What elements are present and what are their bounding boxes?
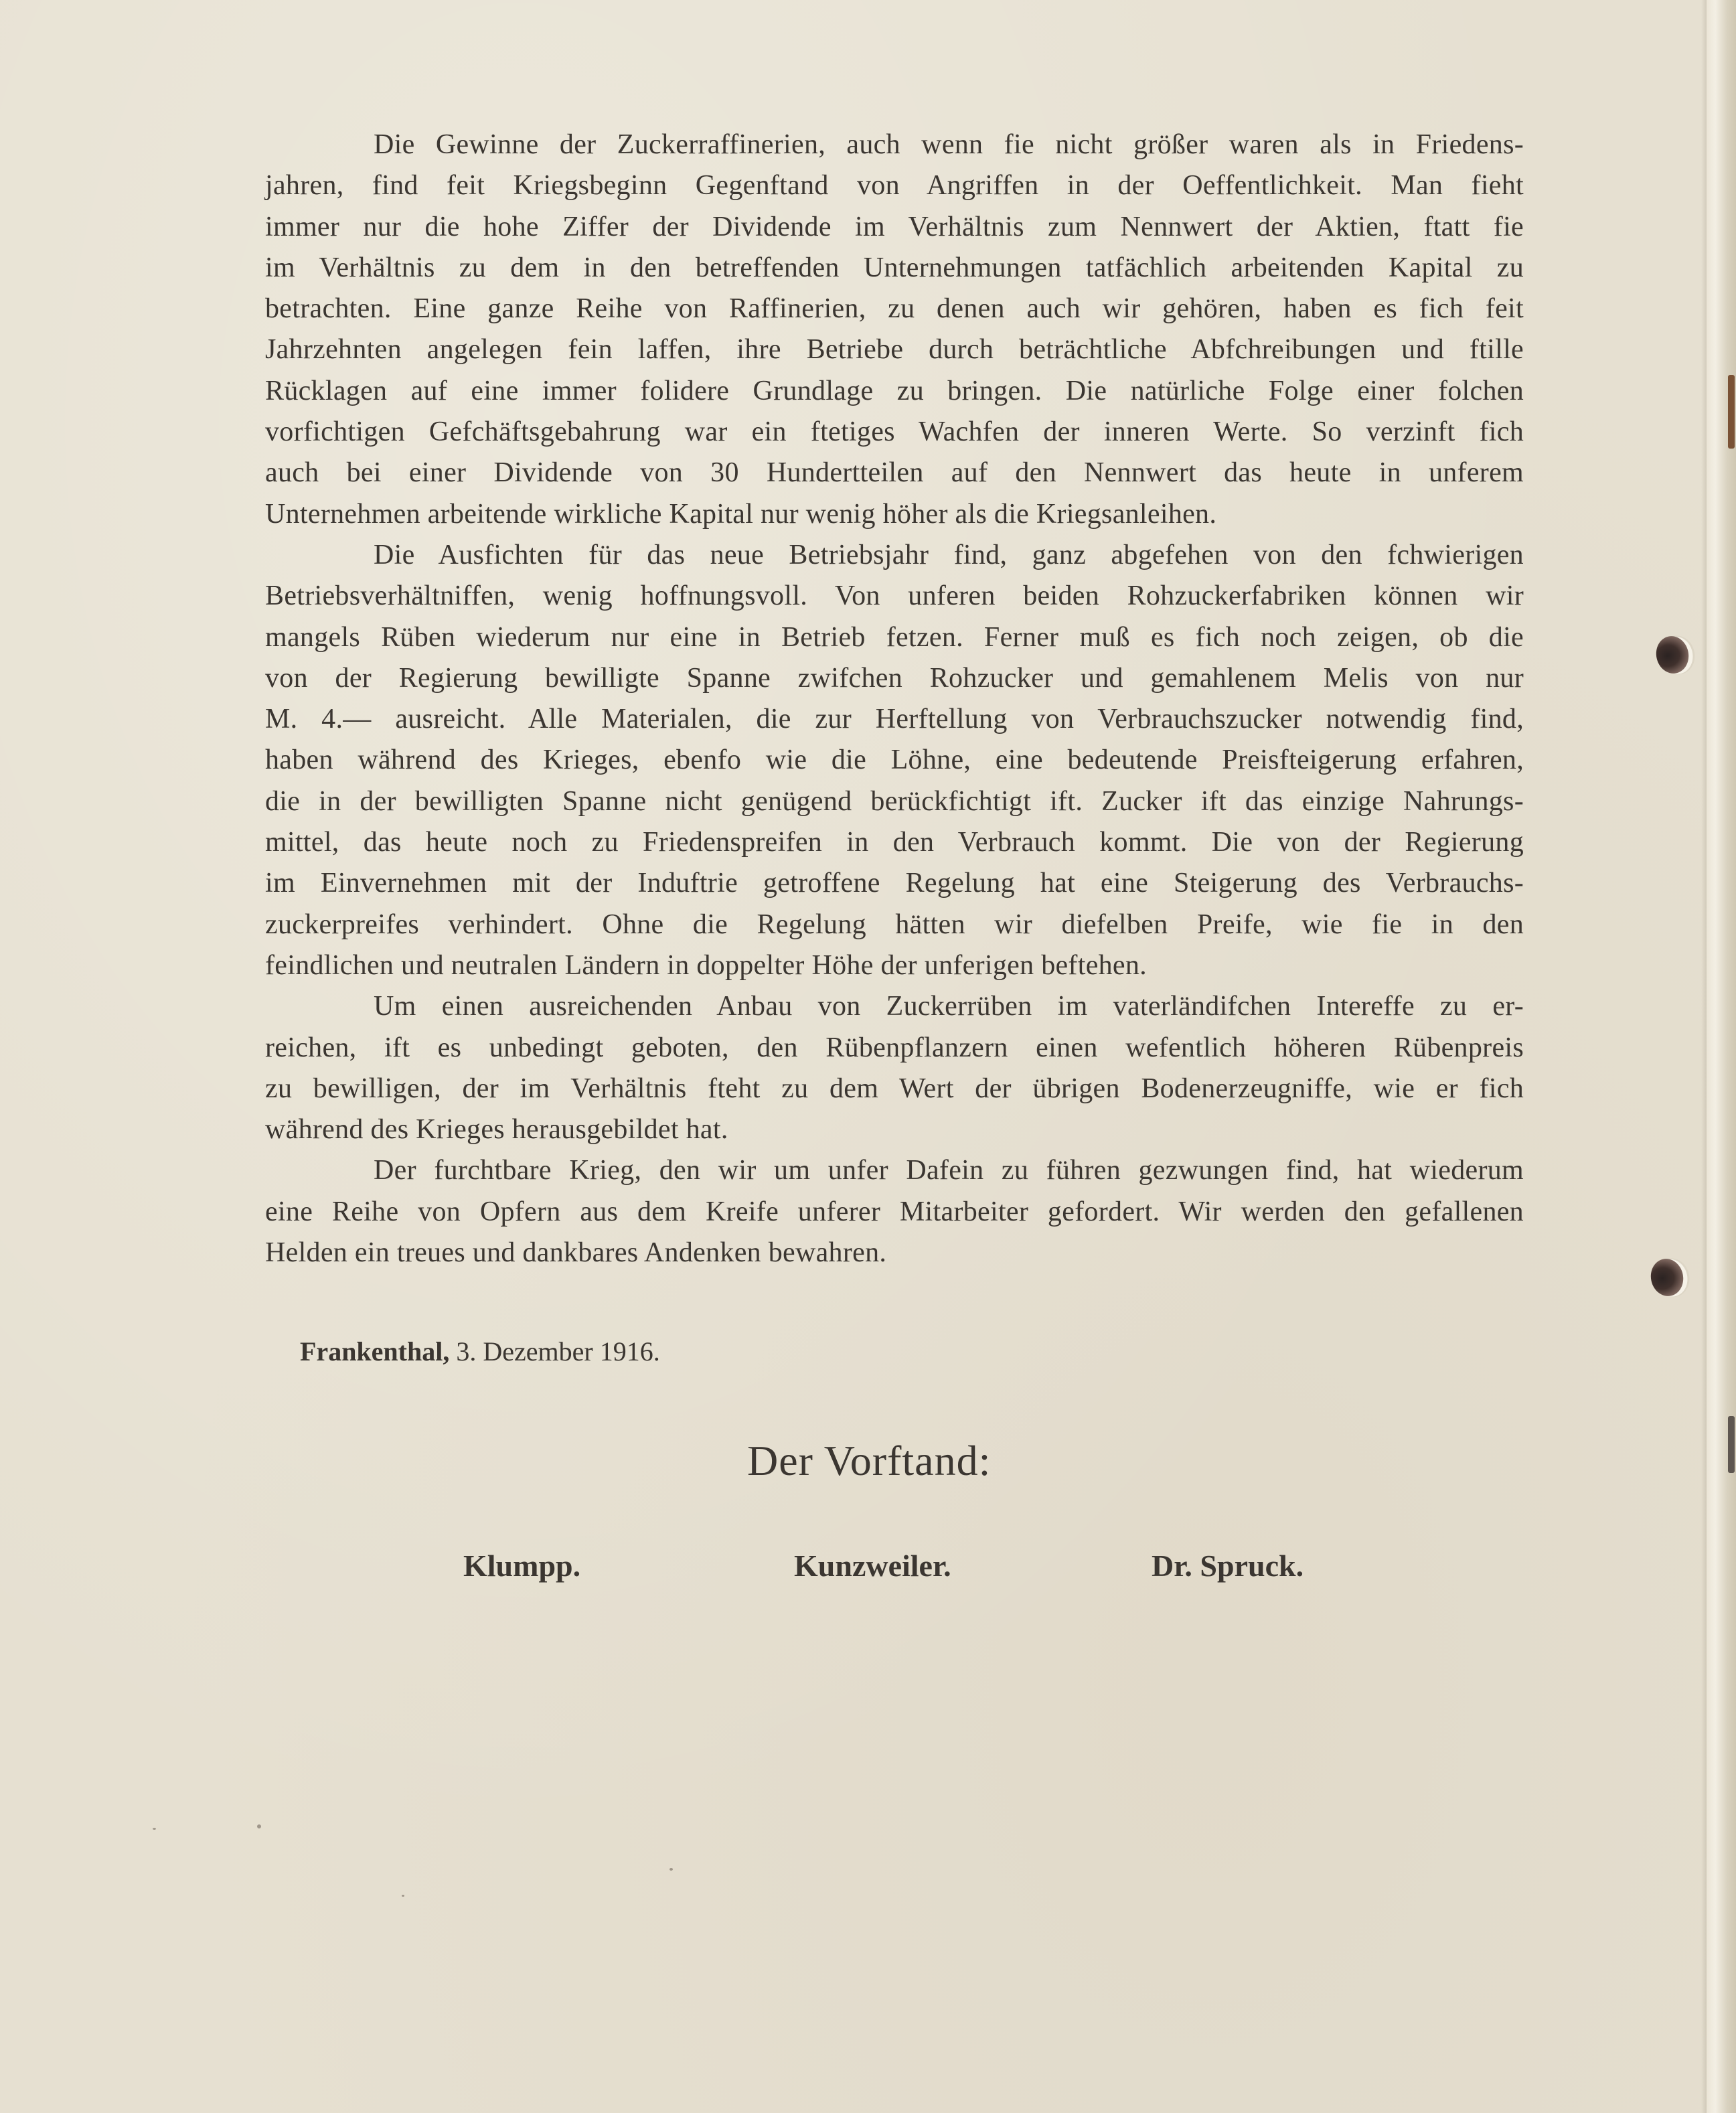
text-line: zu bewilligen, der im Verhältnis fteht zu dem Wert der übrigen Bodenerzeugniffe, wie er fich	[265, 1073, 1524, 1104]
text-line: eine Reihe von Opfern aus dem Kreife unferer Mitarbeiter gefordert. Wir werden den gefallenen	[265, 1196, 1524, 1227]
text-line: mangels Rüben wiederum nur eine in Betrieb fetzen. Ferner muß es fich noch zeigen, ob die	[265, 621, 1524, 653]
paragraph-refinery-profits	[265, 125, 1524, 535]
text-line: betrachten. Eine ganze Reihe von Raffinerien, zu denen auch wir gehören, haben es fich feit	[265, 293, 1524, 325]
signatures	[0, 1548, 1736, 1601]
edge-stain	[1728, 1416, 1735, 1473]
text-line: M. 4.— ausreicht. Alle Materialen, die zur Herftellung von Verbrauchszucker notwendig find,	[265, 704, 1524, 735]
text-line: Um einen ausreichenden Anbau von Zuckerrüben im vaterländifchen Intereffe zu er-	[374, 991, 1524, 1022]
paragraph-beet-cultivation	[265, 986, 1524, 1150]
punch-hole	[1653, 633, 1692, 677]
text-line: jahren, find feit Kriegsbeginn Gegenftand von Angriffen in der Oeffentlichkeit. Man fieht	[265, 170, 1524, 202]
edge-stain	[1728, 375, 1735, 449]
text-line: Die Ausfichten für das neue Betriebsjahr find, ganz abgefehen von den fchwierigen	[374, 539, 1524, 570]
letter-body	[265, 125, 1524, 1273]
date: 3. Dezember 1916.	[456, 1336, 660, 1366]
text-line: vorfichtigen Gefchäftsgebahrung war ein ftetiges Wachfen der inneren Werte. So verzinft fich	[265, 416, 1524, 448]
text-line: im Verhältnis zu dem in den betreffenden Unternehmungen tatfächlich arbeitenden Kapital zu	[265, 252, 1524, 283]
text-line: Rücklagen auf eine immer folidere Grundlage zu bringen. Die natürliche Folge einer folchen	[265, 375, 1524, 406]
text-line: auch bei einer Dividende von 30 Hundertteilen auf den Nennwert das heute in unferem	[265, 457, 1524, 489]
paper-speck	[153, 1828, 156, 1830]
text-line: Die Gewinne der Zuckerraffinerien, auch wenn fie nicht größer waren als in Friedens-	[374, 129, 1524, 160]
text-line: Helden ein treues und dankbares Andenken bewahren.	[265, 1237, 887, 1269]
paper-speck	[402, 1895, 404, 1897]
text-line: immer nur die hohe Ziffer der Dividende im Verhältnis zum Nennwert der Aktien, ftatt fie	[265, 211, 1524, 242]
text-line: während des Krieges herausgebildet hat.	[265, 1114, 728, 1146]
signature-klumpp: Klumpp.	[463, 1549, 581, 1583]
text-line: von der Regierung bewilligte Spanne zwifchen Rohzucker und gemahlenem Melis von nur	[265, 662, 1524, 694]
page-edge-shadow	[1701, 0, 1707, 2113]
board-heading: Der Vorftand:	[747, 1437, 992, 1484]
text-line: haben während des Krieges, ebenfo wie die Löhne, eine bedeutende Preisfteigerung erfahren,	[265, 745, 1524, 776]
paragraph-outlook	[265, 535, 1524, 986]
text-line: im Einvernehmen mit der Induftrie getroffene Regelung hat eine Steigerung des Verbrauchs-	[265, 868, 1524, 899]
paper-speck	[669, 1868, 673, 1871]
page-edge	[1707, 0, 1736, 2113]
punch-hole	[1648, 1256, 1687, 1300]
text-line: Jahrzehnten angelegen fein laffen, ihre Betriebe durch beträchtliche Abfchreibungen und ftille	[265, 334, 1524, 366]
paragraph-fallen-heroes	[265, 1150, 1524, 1273]
text-line: Der furchtbare Krieg, den wir um unfer Dafein zu führen gezwungen find, hat wiederum	[374, 1155, 1524, 1186]
date-line	[300, 1336, 660, 1367]
text-line: die in der bewilligten Spanne nicht genügend berückfichtigt ift. Zucker ift das einzige Nahrungs-	[265, 785, 1524, 817]
place-name: Frankenthal,	[300, 1336, 450, 1366]
text-line: zuckerpreifes verhindert. Ohne die Regelung hätten wir diefelben Preife, wie fie in den	[265, 909, 1524, 940]
text-line: mittel, das heute noch zu Friedenspreifen in den Verbrauch kommt. Die von der Regierung	[265, 827, 1524, 858]
text-line: reichen, ift es unbedingt geboten, den Rübenpflanzern einen wefentlich höheren Rübenpreis	[265, 1032, 1524, 1063]
signature-spruck: Dr. Spruck.	[1152, 1549, 1304, 1583]
text-line: Unternehmen arbeitende wirkliche Kapital nur wenig höher als die Kriegsanleihen.	[265, 498, 1217, 530]
paper-speck	[257, 1824, 261, 1828]
text-line: Betriebsverhältniffen, wenig hoffnungsvoll. Von unferen beiden Rohzuckerfabriken können wir	[265, 580, 1524, 612]
text-line: feindlichen und neutralen Ländern in doppelter Höhe der unferigen beftehen.	[265, 949, 1147, 981]
signature-kunzweiler: Kunzweiler.	[794, 1549, 951, 1583]
